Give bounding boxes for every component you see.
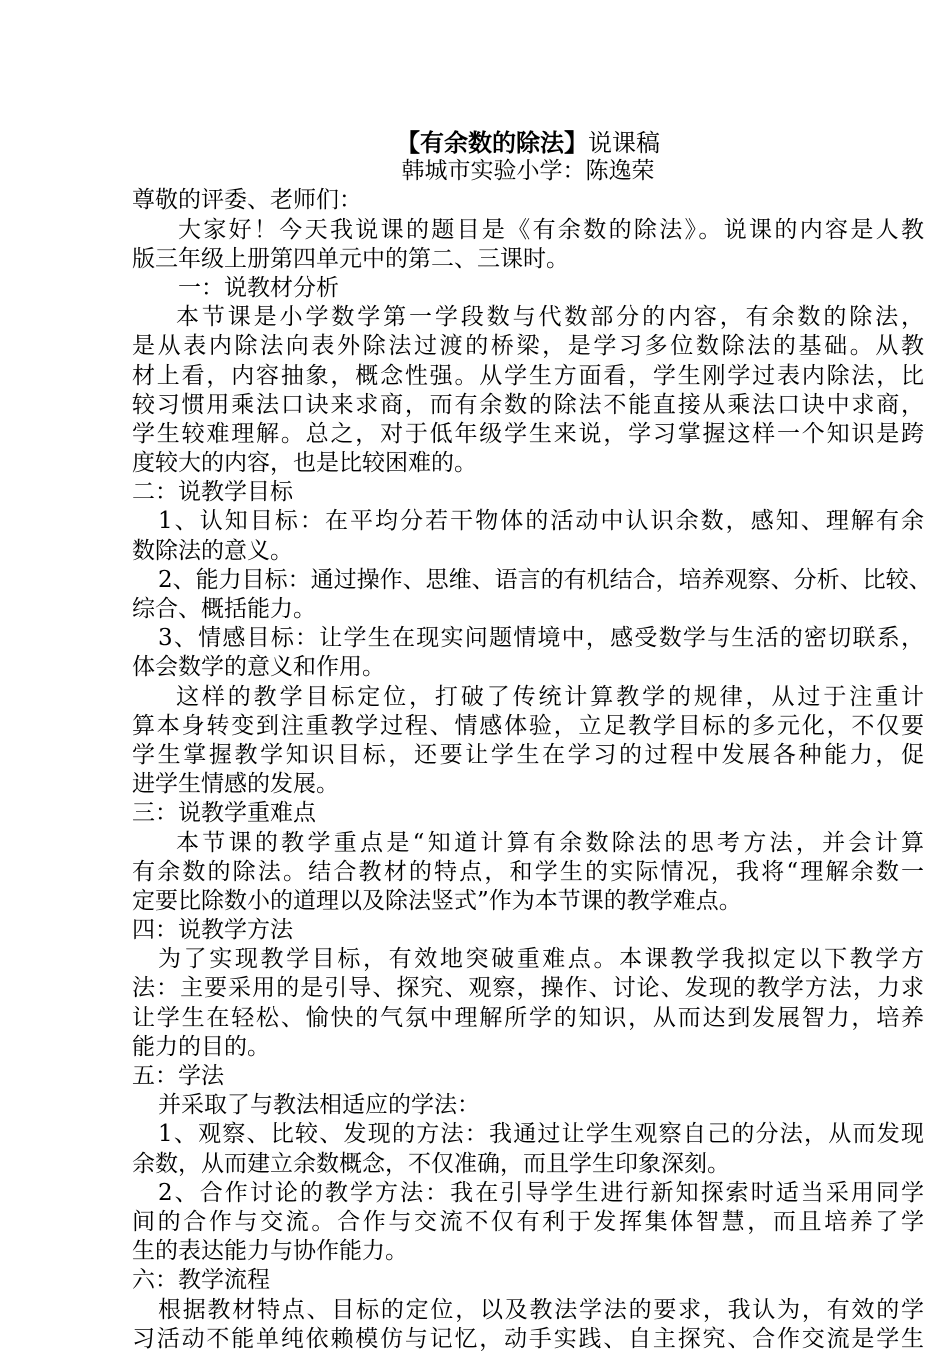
document-page — [132, 128, 932, 1354]
text-line: 度较大的内容，也是比较困难的。 — [132, 450, 477, 477]
text-line: 2、合作讨论的教学方法：我在引导学生进行新知探索时适当采用同学 — [158, 1179, 924, 1206]
text-line: 版三年级上册第四单元中的第二、三课时。 — [132, 245, 569, 272]
text-line: 间的合作与交流。合作与交流不仅有利于发挥集体智慧，而且培养了学 — [132, 1208, 924, 1235]
text-line: 体会数学的意义和作用。 — [132, 654, 385, 681]
text-line: 生的表达能力与协作能力。 — [132, 1238, 408, 1265]
text-line: 一：说教材分析 — [178, 274, 339, 301]
author-line: 韩城市实验小学：陈逸荣 — [401, 158, 655, 185]
text-line: 2、能力目标：通过操作、思维、语言的有机结合，培养观察、分析、比较、 — [158, 566, 932, 593]
text-line: 这样的教学目标定位，打破了传统计算教学的规律，从过于注重计 — [176, 683, 924, 710]
text-line: 习活动不能单纯依赖模仿与记忆，动手实践、自主探究、合作交流是学生 — [132, 1325, 924, 1352]
text-line: 进学生情感的发展。 — [132, 771, 339, 798]
text-line: 让学生在轻松、愉快的气氛中理解所学的知识，从而达到发展智力，培养 — [132, 1004, 924, 1031]
text-line: 余数，从而建立余数概念，不仅准确，而且学生印象深刻。 — [132, 1150, 730, 1177]
title-bold-part: 【有余数的除法】 — [396, 128, 588, 157]
text-line: 并采取了与教法相适应的学法： — [158, 1092, 480, 1119]
text-line: 法：主要采用的是引导、探究、观察，操作、讨论、发现的教学方法，力求 — [132, 975, 924, 1002]
document-body — [132, 186, 932, 1354]
text-line: 五：学法 — [132, 1063, 224, 1089]
title-rest-part: 说课稿 — [588, 129, 660, 157]
text-line: 1、认知目标：在平均分若干物体的活动中认识余数，感知、理解有余 — [158, 508, 924, 535]
text-line: 1、观察、比较、发现的方法：我通过让学生观察自己的分法，从而发现 — [158, 1121, 924, 1148]
text-line: 较习惯用乘法口诀来求商，而有余数的除法不能直接从乘法口诀中求商， — [132, 391, 924, 418]
text-line: 3、情感目标：让学生在现实问题情境中，感受数学与生活的密切联系， — [158, 625, 924, 652]
text-line: 材上看，内容抽象，概念性强。从学生方面看，学生刚学过表内除法，比 — [132, 362, 924, 389]
document-title — [132, 128, 924, 157]
text-line: 四：说教学方法 — [132, 917, 293, 944]
text-line: 二：说教学目标 — [132, 479, 293, 506]
text-line: 学生掌握教学知识目标，还要让学生在学习的过程中发展各种能力，促 — [132, 741, 924, 768]
text-line: 能力的目的。 — [132, 1033, 270, 1060]
text-line: 尊敬的评委、老师们： — [132, 187, 362, 214]
text-line: 算本身转变到注重教学过程、情感体验，立足教学目标的多元化，不仅要 — [132, 712, 924, 739]
text-line: 为了实现教学目标，有效地突破重难点。本课教学我拟定以下教学方 — [158, 946, 924, 973]
text-line: 根据教材特点、目标的定位，以及教法学法的要求，我认为，有效的学 — [158, 1296, 924, 1323]
text-line: 是从表内除法向表外除法过渡的桥梁，是学习多位数除法的基础。从教 — [132, 333, 924, 360]
text-line: 有余数的除法。结合教材的特点，和学生的实际情况，我将“理解余数一 — [132, 858, 924, 885]
text-line: 本节课是小学数学第一学段数与代数部分的内容，有余数的除法， — [176, 304, 924, 331]
text-line: 数除法的意义。 — [132, 537, 293, 564]
text-line: 本节课的教学重点是“知道计算有余数除法的思考方法，并会计算 — [176, 829, 924, 856]
text-line: 六：教学流程 — [132, 1267, 270, 1294]
text-line: 大家好！今天我说课的题目是《有余数的除法》。说课的内容是人教 — [178, 216, 924, 243]
text-line: 定要比除数小的道理以及除法竖式”作为本节课的教学难点。 — [132, 887, 742, 914]
text-line: 三：说教学重难点 — [132, 800, 316, 827]
text-line: 综合、概括能力。 — [132, 596, 316, 622]
text-line: 学生较难理解。总之，对于低年级学生来说，学习掌握这样一个知识是跨 — [132, 420, 924, 447]
